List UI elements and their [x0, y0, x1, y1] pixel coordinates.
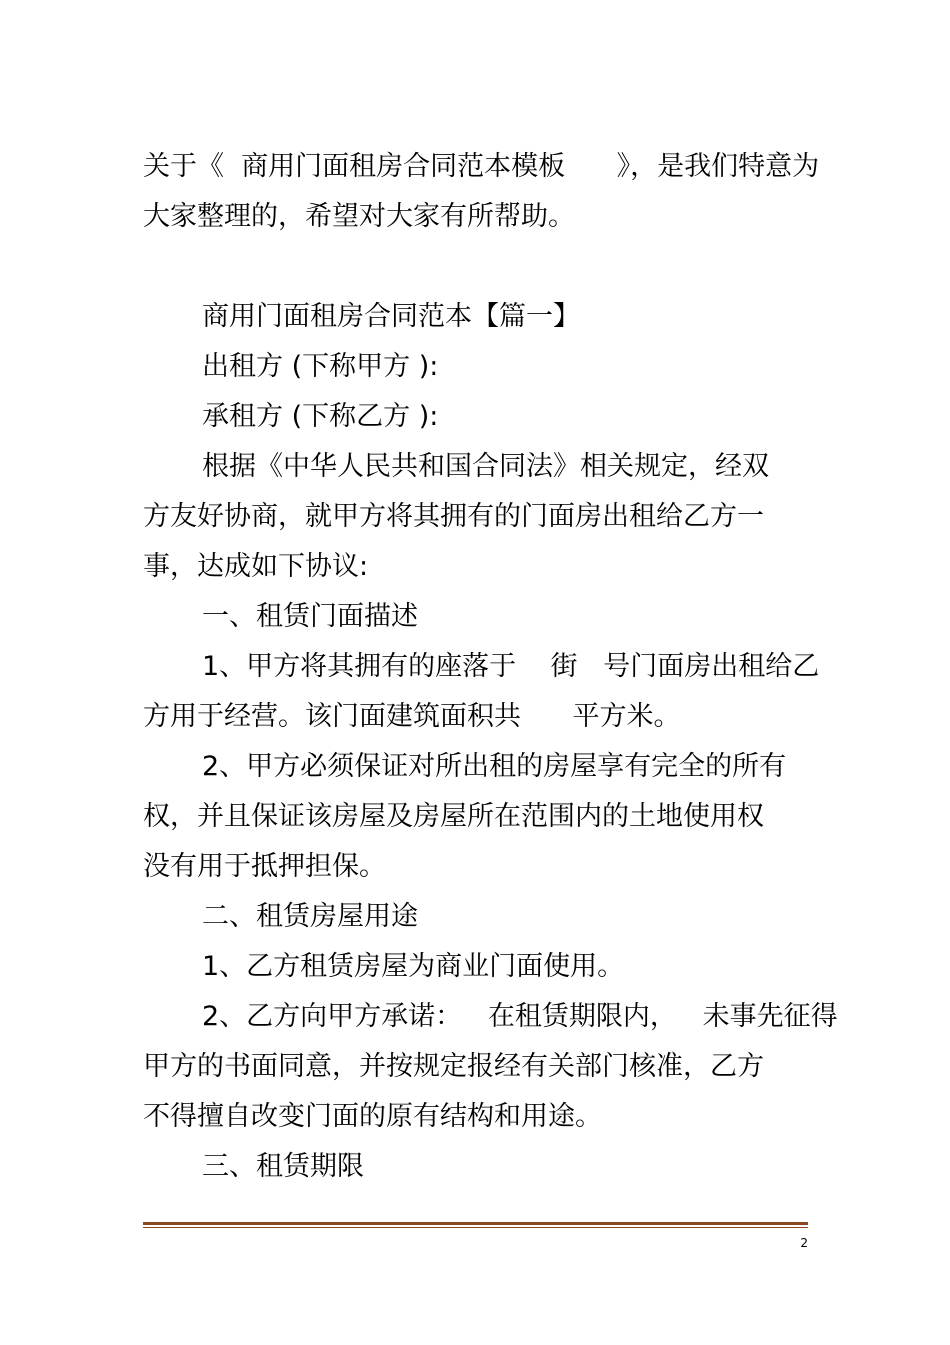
section-heading-2: 二、租赁房屋用途: [202, 901, 418, 932]
footer-rule-thick: [143, 1222, 808, 1225]
clause-1-1-line-1: 1、甲方将其拥有的座落于 街 号门面房出租给乙: [202, 651, 820, 682]
clause-1-2-line-2: 权，并且保证该房屋及房屋所在范围内的土地使用权: [143, 801, 764, 832]
footer-rule-thin: [143, 1227, 808, 1228]
preamble-line-3: 事，达成如下协议:: [143, 551, 369, 582]
clause-1-2-line-3: 没有用于抵押担保。: [143, 851, 386, 882]
clause-2-1: 1、乙方租赁房屋为商业门面使用。: [202, 951, 625, 982]
preamble-line-1: 根据《中华人民共和国合同法》相关规定，经双: [202, 451, 769, 482]
footer-rule: [143, 1222, 808, 1228]
preamble-line-2: 方友好协商，就甲方将其拥有的门面房出租给乙方一: [143, 501, 764, 532]
page-number: 2: [800, 1236, 808, 1250]
clause-1-1-line-2: 方用于经营。该门面建筑面积共 平方米。: [143, 701, 681, 732]
section-heading-1: 一、租赁门面描述: [202, 601, 418, 632]
intro-line-2: 大家整理的，希望对大家有所帮助。: [143, 201, 575, 232]
clause-2-2-line-2: 甲方的书面同意，并按规定报经有关部门核准，乙方: [143, 1051, 764, 1082]
clause-2-2-line-3: 不得擅自改变门面的原有结构和用途。: [143, 1101, 602, 1132]
section-heading-3: 三、租赁期限: [202, 1151, 364, 1182]
clause-1-2-line-1: 2、甲方必须保证对所出租的房屋享有完全的所有: [202, 751, 787, 782]
intro-line-1: 关于《 商用门面租房合同范本模板 》，是我们特意为: [143, 151, 820, 182]
clause-2-2-line-1: 2、乙方向甲方承诺： 在租赁期限内， 未事先征得: [202, 1001, 838, 1032]
lessee-field: 承租方 (下称乙方 ):: [202, 401, 439, 432]
contract-title: 商用门面租房合同范本【篇一】: [202, 301, 580, 332]
lessor-field: 出租方 (下称甲方 ):: [202, 351, 439, 382]
